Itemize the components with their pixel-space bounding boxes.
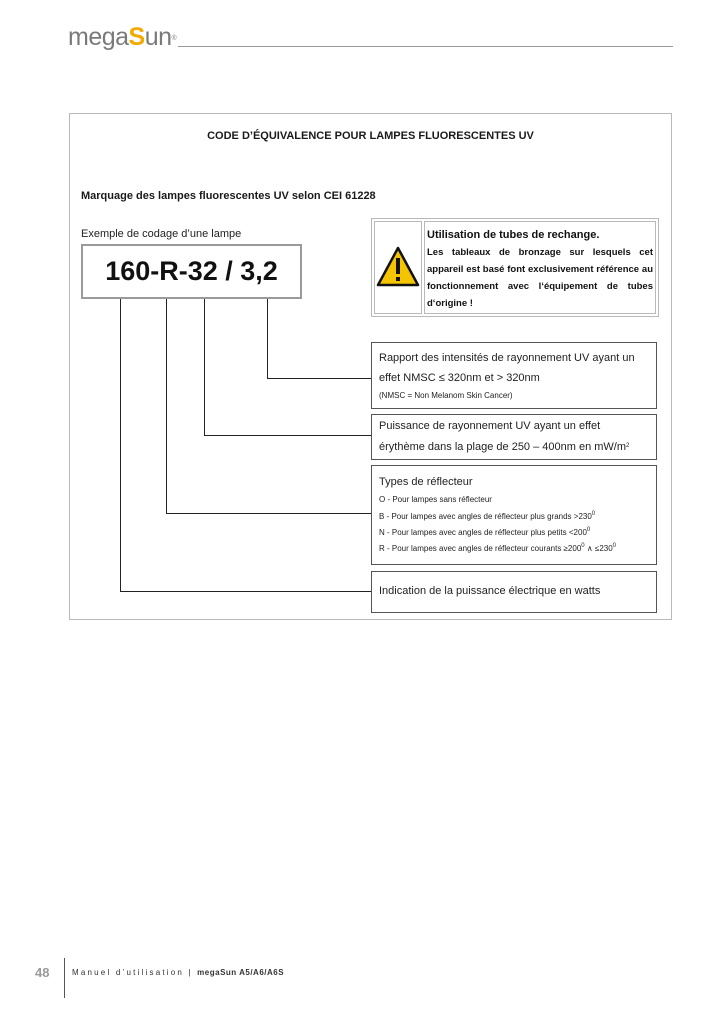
reflector-title: Types de réflecteur [379,476,473,488]
connector-ratio-horizontal [267,378,371,379]
footer-rule [64,958,65,998]
reflector-type-b: B - Pour lampes avec angles de réflecteur plus grands $>230^0$ [379,511,596,521]
warning-body: Les tableaux de bronzage sur lesquels cet appareil est basé font exclusivement référence au fonctionnement avec l‘équipement de tubes d‘origine ! [427,247,653,309]
ratio-note: (NMSC = Non Melanom Skin Cancer) [379,391,513,400]
example-label: Exemple de codage d’une lampe [81,228,242,240]
connector-ratio-vertical [267,299,268,379]
warning-title: Utilisation de tubes de rechange. [427,229,600,241]
lamp-code: 160-R-32 / 3,2 [105,256,278,286]
watts-line-1: Indication de la puissance électrique en watts [379,585,601,597]
connector-watts-vertical [120,299,121,592]
warning-triangle-icon [376,246,420,288]
page-title: CODE D’ÉQUIVALENCE POUR LAMPES FLUORESCENTES UV [207,130,534,142]
header-rule [178,46,673,47]
megasun-logo: megaSun® [68,23,177,51]
ratio-line-2: effet NMSC ≤ 320nm et > 320nm [379,372,540,384]
reflector-type-n: N - Pour lampes avec angles de réflecteur plus petits $<200^0$ [379,527,591,537]
footer-text: Manuel d’utilisation | megaSun A5/A6/A6S [72,968,285,977]
ratio-line-1: Rapport des intensités de rayonnement UV ayant un [379,352,635,364]
connector-reflector-horizontal [166,513,371,514]
power-uv-line-1: Puissance de rayonnement UV ayant un effet [379,420,601,432]
reflector-type-o: O - Pour lampes sans réflecteur [379,495,492,504]
section-subtitle: Marquage des lampes fluorescentes UV selon CEI 61228 [81,190,376,202]
connector-watts-horizontal [120,591,371,592]
connector-power-horizontal [204,435,371,436]
power-uv-line-2: érythème dans la plage de 250 – 400nm en $mW/m^2$ [379,441,630,453]
connector-reflector-vertical [166,299,167,514]
connector-power-vertical [204,299,205,436]
page-number: 48 [35,965,50,980]
reflector-type-r: R - Pour lampes avec angles de réflecteur courants $\ge 200^0$ ∧ $\le 230^0$ [379,543,617,553]
